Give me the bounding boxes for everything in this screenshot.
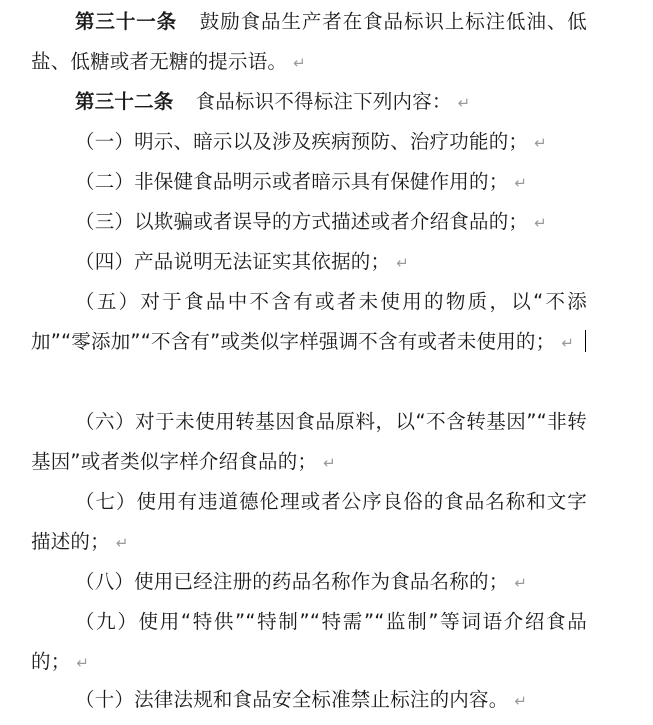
list-item-text: （二）非保健食品明示或者暗示具有保健作用的；	[75, 170, 509, 193]
list-item-1	[31, 122, 587, 163]
list-item-text: （四）产品说明无法证实其依据的；	[75, 250, 391, 273]
list-item-text: （八）使用已经注册的药品名称作为食品名称的；	[75, 570, 509, 593]
paragraph-mark-icon: ↵	[76, 654, 90, 672]
paragraph-mark-icon: ↵	[514, 692, 528, 710]
list-item-text: （六）对于未使用转基因食品原料，以“不含转基因”“非转基因”或者类似字样介绍食品的；	[31, 410, 587, 473]
list-item-text: （三）以欺骗或者误导的方式描述或者介绍食品的；	[75, 210, 529, 233]
article-31-heading: 第三十一条	[75, 10, 178, 33]
text-cursor	[585, 330, 586, 352]
article-31-paragraph	[31, 2, 587, 83]
paragraph-mark-icon: ↵	[514, 174, 528, 192]
list-item-2	[31, 162, 587, 203]
list-item-10	[31, 680, 587, 721]
list-item-9	[31, 602, 587, 683]
article-32-text: 食品标识不得标注下列内容：	[195, 90, 452, 113]
article-32-heading: 第三十二条	[75, 90, 174, 113]
list-item-text: （十）法律法规和食品安全标准禁止标注的内容。	[75, 688, 509, 711]
list-item-5	[31, 282, 587, 363]
list-item-text: （五）对于食品中不含有或者未使用的物质，以“不添加”“零添加”“不含有”或类似字样强调不含有或者未使用的；	[31, 290, 587, 353]
list-item-text: （一）明示、暗示以及涉及疾病预防、治疗功能的；	[75, 130, 529, 153]
list-item-text: （七）使用有违道德伦理或者公序良俗的食品名称和文字描述的；	[31, 490, 587, 553]
list-item-4	[31, 242, 587, 283]
article-32-paragraph	[31, 82, 587, 123]
paragraph-mark-icon: ↵	[561, 334, 575, 352]
paragraph-mark-icon: ↵	[457, 94, 471, 112]
list-item-8	[31, 562, 587, 603]
paragraph-mark-icon: ↵	[534, 134, 547, 152]
list-item-text: （九）使用“特供”“特制”“特需”“监制”等词语介绍食品的；	[31, 610, 587, 673]
paragraph-mark-icon: ↵	[293, 54, 306, 72]
list-item-3	[31, 202, 587, 243]
article-31-text: 鼓励食品生产者在食品标识上标注低油、低盐、低糖或者无糖的提示语。	[31, 10, 587, 73]
paragraph-mark-icon: ↵	[534, 214, 547, 232]
paragraph-mark-icon: ↵	[514, 574, 528, 592]
list-item-6	[31, 402, 587, 483]
paragraph-mark-icon: ↵	[396, 254, 409, 272]
list-item-7	[31, 482, 587, 563]
paragraph-mark-icon: ↵	[115, 534, 129, 552]
paragraph-mark-icon: ↵	[323, 454, 336, 472]
